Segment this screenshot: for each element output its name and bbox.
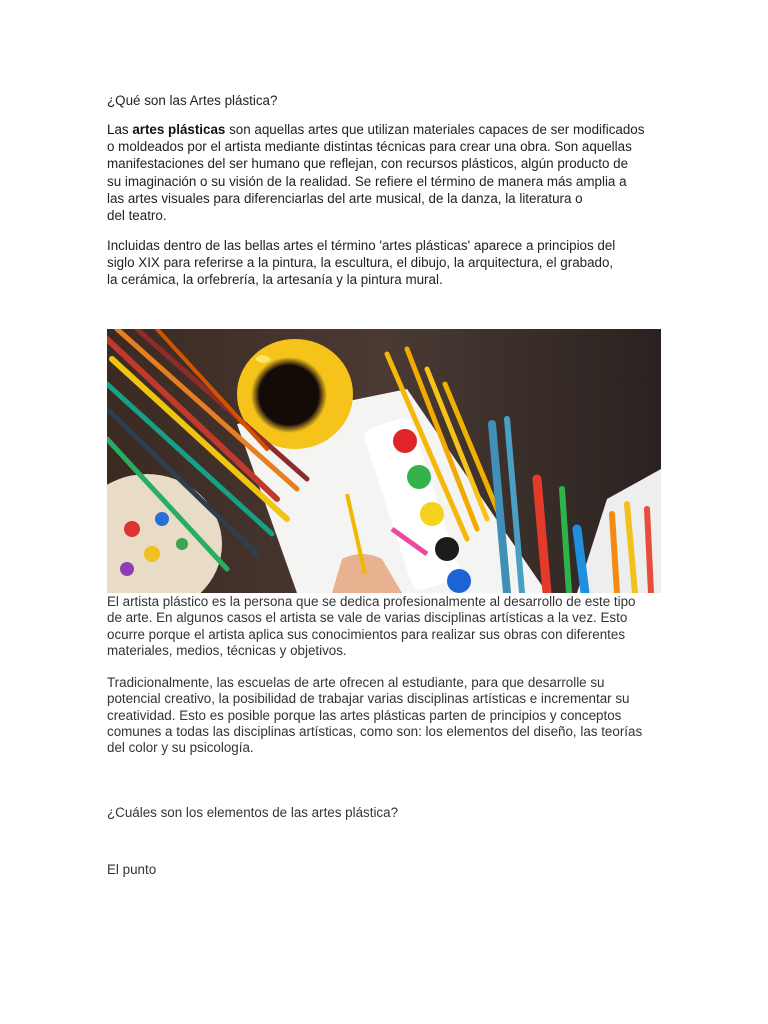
question-heading-artes: ¿Qué son las Artes plástica? — [107, 93, 278, 108]
paragraph-line: manifestaciones del ser humano que reflejan, con recursos plásticos, algún producto de — [107, 156, 629, 172]
question-heading-elementos: ¿Cuáles son los elementos de las artes plástica? — [107, 805, 399, 820]
paragraph-line: Tradicionalmente, las escuelas de arte ofrecen al estudiante, para que desarrolle su — [107, 675, 605, 690]
art-supplies-photo — [107, 329, 661, 593]
paragraph-line: su imaginación o su visión de la realidad. Se refiere el término de manera más amplia a — [107, 173, 627, 189]
paragraph-line: siglo XIX para referirse a la pintura, la escultura, el dibujo, la arquitectura, el grabado, — [107, 255, 614, 271]
paragraph-line: materiales, medios, técnicas y objetivos. — [107, 642, 347, 658]
paragraph-bellas-artes — [107, 237, 667, 289]
paragraph-escuelas — [107, 675, 667, 756]
paragraph-definicion — [107, 121, 667, 224]
paragraph-line: El artista plástico es la persona que se dedica profesionalmente al desarrollo de este tipo — [107, 594, 636, 609]
paragraph-line: del teatro. — [107, 208, 167, 224]
paragraph-line: las artes visuales para diferenciarlas del arte musical, de la danza, la literatura o — [107, 190, 583, 206]
paragraph-line: potencial creativo, la posibilidad de trabajar varias disciplinas artísticas e incrementar su — [107, 691, 630, 707]
paragraph-artista-plastico — [107, 594, 667, 659]
paragraph-line: Incluidas dentro de las bellas artes el término 'artes plásticas' aparece a principios del — [107, 238, 616, 253]
paragraph-line: la cerámica, la orfebrería, la artesanía y la pintura mural. — [107, 272, 443, 288]
paragraph-line: ocurre porque el artista aplica sus conocimientos para realizar sus obras con diferentes — [107, 626, 626, 642]
paragraph-line: comunes a todas las disciplinas artísticas, como son: los elementos del diseño, las teorías — [107, 723, 643, 739]
paragraph-line: Las artes plásticas son aquellas artes que utilizan materiales capaces de ser modificados — [107, 122, 645, 137]
paragraph-line: de arte. En algunos casos el artista se vale de varias disciplinas artísticas a la vez. Esto — [107, 610, 628, 626]
bold-term: artes plásticas — [132, 122, 226, 137]
section-heading-punto: El punto — [107, 862, 157, 877]
paragraph-line: o moldeados por el artista mediante distintas técnicas para crear una obra. Son aquellas — [107, 139, 632, 155]
art-supplies-illustration — [107, 329, 661, 593]
paragraph-line: del color y su psicología. — [107, 740, 254, 756]
paragraph-line: creatividad. Esto es posible porque las artes plásticas parten de principios y conceptos — [107, 707, 622, 723]
